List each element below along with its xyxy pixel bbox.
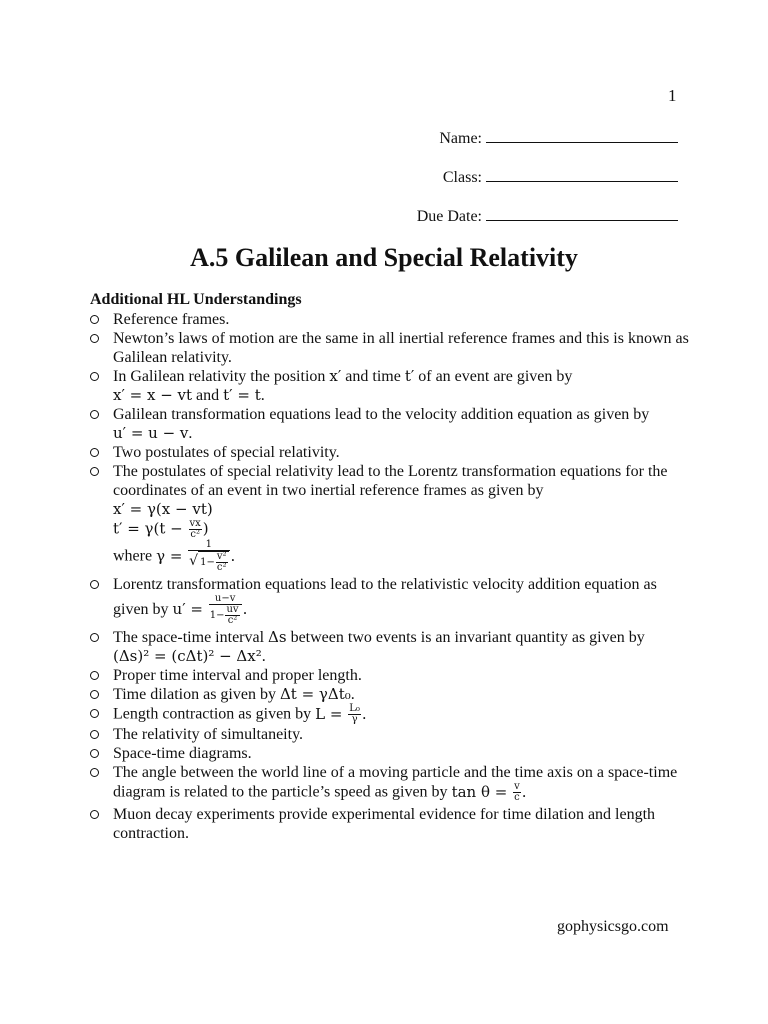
name-label: Name: — [439, 130, 482, 147]
due-date-label: Due Date: — [416, 208, 482, 225]
list-item: In Galilean relativity the position x′ and time t′ of an event are given by x′ = x − vt and t′ = t. — [90, 367, 690, 405]
list-item: The space-time interval Δs between two events is an invariant quantity as given by (Δs)² = (cΔt)² − Δx². — [90, 628, 690, 666]
name-blank[interactable] — [486, 128, 678, 143]
understandings-list — [90, 310, 690, 843]
list-item: The angle between the world line of a moving particle and the time axis on a space-time diagram is related to the particle’s speed as given by tan θ = $\frac{v}{c}$ . — [90, 763, 690, 803]
list-item: The relativity of simultaneity. — [90, 725, 690, 744]
page-number: 1 — [668, 86, 677, 105]
list-item: Length contraction as given by L = $\frac{\text{L₀}}{\gamma}$ . — [90, 704, 690, 725]
list-item: Time dilation as given by Δt = γΔt₀. — [90, 685, 690, 704]
due-date-field[interactable] — [400, 206, 678, 226]
footer-website: gophysicsgo.com — [557, 918, 669, 935]
list-item: Galilean transformation equations lead to the velocity addition equation as given by u′ = u − v. — [90, 405, 690, 443]
list-item: Newton’s laws of motion are the same in all inertial reference frames and this is known as Galilean relativity. — [90, 329, 690, 367]
list-item: Reference frames. — [90, 310, 690, 329]
class-blank[interactable] — [486, 167, 678, 182]
list-item: Lorentz transformation equations lead to the relativistic velocity addition equation as given by u′ = u−v 1− $\frac{uv}{\text{c²}}$ . — [90, 575, 690, 626]
due-date-blank[interactable] — [486, 206, 678, 221]
list-item: Space-time diagrams. — [90, 744, 690, 763]
list-item: Muon decay experiments provide experimental evidence for time dilation and length contraction. — [90, 805, 690, 843]
list-item: Two postulates of special relativity. — [90, 443, 690, 462]
list-item: Proper time interval and proper length. — [90, 666, 690, 685]
section-heading: Additional HL Understandings — [90, 291, 302, 308]
class-label: Class: — [442, 169, 482, 186]
name-field[interactable] — [400, 128, 678, 148]
list-item: The postulates of special relativity lead to the Lorentz transformation equations for the coordinates of an event in two inertial reference frames as given by x′ = γ(x − vt) t′ = γ(t − $\frac{vx}{\text{c²}}$ ) where γ = 1 √ 1− $\frac{\text{v²}}{\text{c²}}$ . — [90, 462, 690, 573]
class-field[interactable] — [400, 167, 678, 187]
page-title: A.5 Galilean and Special Relativity — [190, 243, 578, 272]
